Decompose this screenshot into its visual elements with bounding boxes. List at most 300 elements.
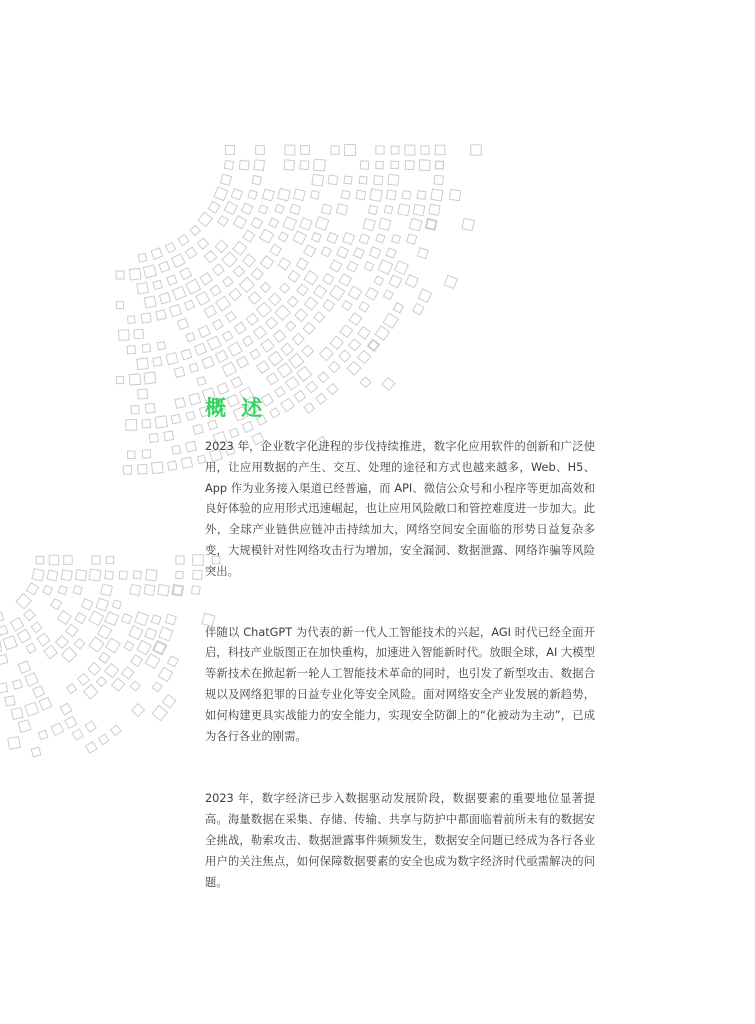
pattern-square [382,378,395,391]
pattern-square [193,570,202,579]
overview-section [205,393,595,893]
pattern-square [258,205,267,214]
pattern-square [65,716,77,728]
pattern-square [292,333,304,345]
pattern-square [314,285,327,298]
pattern-square [233,266,244,277]
pattern-square [251,268,263,280]
pattern-square [162,694,175,707]
pattern-square [434,175,443,184]
pattern-square [126,419,137,430]
pattern-square [402,191,411,200]
pattern-square [173,586,182,595]
pattern-square [286,321,296,331]
pattern-square [215,240,227,252]
pattern-square [348,286,361,299]
pattern-square [216,350,228,362]
pattern-square [145,403,155,413]
pattern-square [413,204,425,216]
pattern-square [347,261,358,272]
pattern-square [55,636,68,649]
pattern-square [285,376,299,390]
pattern-square [273,330,285,342]
pattern-square [375,326,389,340]
pattern-square [295,309,308,322]
pattern-square [198,212,212,226]
pattern-square [36,556,44,564]
pattern-square [303,323,315,335]
pattern-square [143,265,156,278]
pattern-square [175,398,186,409]
pattern-square [254,326,267,339]
pattern-square [164,431,174,441]
pattern-square [119,571,127,579]
pattern-square [58,586,67,595]
pattern-square [405,145,415,155]
pattern-square [436,161,444,169]
pattern-square [204,251,216,263]
pattern-square [275,305,290,320]
pattern-square [329,361,340,372]
pattern-square [336,204,348,216]
pattern-square [181,457,192,468]
pattern-square [418,289,431,302]
pattern-square [137,282,149,294]
pattern-square [358,327,370,339]
pattern-square [184,300,194,310]
pattern-square [233,216,246,229]
pattern-square [344,176,352,184]
pattern-square [349,339,361,351]
pattern-square [368,205,377,214]
pattern-square [153,357,162,366]
pattern-square [359,176,367,184]
pattern-square [198,325,210,337]
pattern-square [370,189,383,202]
pattern-square [234,322,246,334]
pattern-square [129,374,140,385]
pattern-square [171,414,180,423]
pattern-square [322,204,332,214]
pattern-square [384,290,394,300]
pattern-square [318,372,329,383]
pattern-square [289,353,304,368]
pattern-square [393,303,403,313]
pattern-square [285,145,295,155]
pattern-square [310,191,319,200]
pattern-square [155,416,167,428]
pattern-square [417,191,426,200]
pattern-square [330,336,343,349]
pattern-square [297,367,312,382]
pattern-square [166,614,177,625]
pattern-square [288,271,300,283]
pattern-square [89,611,104,626]
pattern-square [231,377,242,388]
pattern-square [269,218,278,227]
pattern-square [142,344,151,353]
pattern-square [312,174,324,186]
pattern-square [145,654,160,669]
pattern-square [268,351,282,365]
pattern-square [0,612,4,622]
pattern-square [341,190,350,199]
pattern-square [304,297,317,310]
pattern-square [224,202,237,215]
pattern-square [197,238,208,249]
pattern-square [186,441,197,452]
pattern-square [152,462,164,474]
pattern-square [327,233,338,244]
pattern-square [167,656,178,667]
pattern-square [243,254,256,267]
pattern-square [193,555,204,566]
pattern-square [260,282,270,292]
pattern-square [89,637,104,652]
pattern-square [359,302,369,312]
pattern-square [124,641,134,651]
pattern-square [386,190,396,200]
pattern-square [152,682,162,692]
pattern-square [151,615,161,625]
pattern-square [353,248,364,259]
pattern-square [152,705,167,720]
pattern-square [277,363,292,378]
pattern-square [73,586,82,595]
pattern-square [51,598,62,609]
pattern-square [222,362,236,376]
pattern-square [18,661,30,673]
pattern-square [251,217,262,228]
pattern-square [296,258,308,270]
pattern-square [26,643,36,653]
pattern-square [290,204,301,215]
pattern-square [180,268,192,280]
pattern-square [342,300,352,310]
pattern-square [288,296,299,307]
pattern-square [197,377,206,386]
pattern-square [107,556,114,563]
pattern-square [239,160,249,170]
pattern-square [210,285,221,296]
pattern-square [129,626,143,640]
pattern-square [262,189,274,201]
pattern-square [337,246,349,258]
pattern-square [86,742,97,753]
pattern-square [67,684,77,694]
pattern-square [331,146,339,154]
pattern-square [61,570,72,581]
pattern-square [202,356,214,368]
section-heading: 概 述 [205,396,267,420]
pattern-square [436,161,444,169]
pattern-square [156,310,166,320]
pattern-square [228,342,242,356]
pattern-square [389,275,402,288]
pattern-square [225,145,234,154]
pattern-square [43,585,53,595]
pattern-square [5,696,15,706]
pattern-square [190,225,200,235]
pattern-square [75,570,86,581]
pattern-square [364,262,373,271]
pattern-square [142,450,151,459]
paragraph-2: 伴随以 ChatGPT 为代表的新一代人工智能技术的兴起，AGI 时代已经全面开启，科技产业版图正在加快重构，加速进入智能新时代。放眼全球，AI 大模型等新技术在掀起新一轮人工智能技术革命的同时，也引发了新型攻击、数据合规以及网络犯罪的日益专业化等安全风险。面对网络安全产业发展的新趋势，如何构建更具实战能力的安全能力，实现安全防御上的“化被动为主动”，已成为各行各业的刚需。 [205,625,595,743]
pattern-square [471,145,481,155]
pattern-square [220,174,231,185]
pattern-square [186,279,201,294]
pattern-square [405,275,418,288]
pattern-square [172,286,186,300]
pattern-square [376,161,384,169]
pattern-square [112,600,121,609]
pattern-square [0,654,8,664]
pattern-square [426,220,436,230]
pattern-square [84,685,98,699]
paragraph-3: 2023 年，数字经济已步入数据驱动发展阶段，数据要素的重要地位显著提高。海量数据在采集、存储、传输、共享与防护中都面临着前所未有的数据安全挑战，勒索攻击、数据泄露事件频频发生，数据安全问题已经成为各行各业用户的关注焦点，如何保障数据要素的安全也成为数字经济时代亟需解决的问题。 [205,792,595,889]
pattern-square [24,609,35,620]
pattern-square [98,625,112,639]
pattern-square [278,258,290,270]
pattern-square [391,146,399,154]
pattern-square [301,146,310,155]
pattern-square [134,329,144,339]
pattern-square [0,683,8,693]
pattern-square [222,331,232,341]
pattern-square [195,343,207,355]
pattern-square [137,389,147,399]
pattern-square [144,296,156,308]
pattern-square [159,261,170,272]
pattern-square [178,234,189,245]
pattern-square [323,273,334,284]
pattern-square [363,218,375,230]
pattern-square [133,571,141,579]
pattern-square [172,445,181,454]
pattern-square [96,598,109,611]
pattern-square [137,640,151,654]
pattern-square [92,556,100,564]
pattern-square [444,275,457,288]
pattern-square [365,287,378,300]
pattern-square [111,725,121,735]
pattern-square [97,677,107,687]
pattern-square [99,734,109,744]
pattern-square [250,349,260,359]
pattern-square [256,146,265,155]
pattern-square [243,230,255,242]
pattern-square [421,146,429,154]
pattern-square [10,617,23,630]
pattern-square [60,703,71,714]
pattern-square [330,285,345,300]
pattern-square [233,241,247,255]
pattern-square [123,466,132,475]
pattern-square [11,707,23,719]
pattern-square [122,614,132,624]
pattern-square [196,292,210,306]
pattern-square [81,599,92,610]
pattern-square [138,253,147,262]
pattern-square [328,175,338,185]
pattern-square [142,419,151,428]
pattern-square [224,160,233,169]
pattern-square [256,302,271,317]
pattern-square [413,303,424,314]
pattern-square [419,160,430,171]
pattern-square [319,347,333,361]
pattern-square [186,333,195,342]
pattern-square [429,204,440,215]
pattern-square [31,747,41,757]
pattern-square [158,584,169,595]
pattern-square [192,586,201,595]
pattern-square [74,639,84,649]
pattern-square [281,343,293,355]
pattern-square [128,316,135,323]
pattern-square [47,570,58,581]
pattern-square [293,231,306,244]
pattern-square [116,271,124,279]
pattern-square [384,205,392,213]
pattern-square [260,256,273,269]
pattern-square [304,271,318,285]
pattern-square [75,613,86,624]
pattern-square [340,325,353,338]
pattern-square [144,372,156,384]
pattern-square [116,301,123,308]
pattern-square [112,678,125,691]
pattern-square [167,275,177,285]
pattern-square [49,555,59,565]
pattern-square [151,248,162,259]
pattern-square [169,305,181,317]
pattern-square [261,339,274,352]
pattern-square [283,217,297,231]
pattern-square [229,288,241,300]
pattern-square [278,188,291,201]
pattern-square [360,377,371,388]
pattern-square [368,340,378,350]
pattern-square [193,424,203,434]
pattern-square [157,342,165,350]
pattern-square [105,664,119,678]
pattern-square [130,681,140,691]
pattern-square [252,175,261,184]
pattern-square [223,276,233,286]
pattern-square [383,313,398,328]
pattern-square [57,611,71,625]
pattern-square [248,190,257,199]
pattern-square [106,638,121,653]
pattern-square [214,187,228,201]
pattern-square [101,584,113,596]
pattern-square [248,292,261,305]
pattern-square [359,234,369,244]
pattern-square [141,313,151,323]
pattern-square [345,145,356,156]
pattern-square [0,625,8,635]
pattern-square [347,361,361,375]
pattern-square [39,697,52,710]
pattern-square [17,629,31,643]
pattern-square [168,461,177,470]
pattern-square [18,720,30,732]
pattern-square [122,667,134,679]
pattern-square [174,367,184,377]
pattern-square [302,345,314,357]
pattern-square [105,612,119,626]
pattern-square [105,571,113,579]
pattern-square [260,229,274,243]
pattern-square [189,393,201,405]
pattern-square [269,293,281,305]
pattern-square [78,673,90,685]
pattern-square [386,248,396,258]
pattern-square [374,276,384,286]
pattern-square [231,189,242,200]
pattern-square [38,730,47,739]
pattern-square [130,585,141,596]
pattern-square [127,346,135,354]
pattern-square [267,373,279,385]
pattern-square [300,161,309,170]
pattern-square [246,313,258,325]
pattern-square [131,655,143,667]
pattern-square [398,204,410,216]
pattern-square [27,583,39,595]
pattern-square [32,569,44,581]
pattern-square [165,243,175,253]
pattern-square [146,569,157,580]
pattern-square [431,189,443,201]
pattern-square [314,159,326,171]
pattern-square [132,704,145,717]
pattern-square [138,464,148,474]
pattern-square [31,622,42,633]
pattern-square [212,264,224,276]
pattern-square [0,640,2,653]
pattern-square [237,356,249,368]
pattern-square [135,612,149,626]
pattern-square [369,247,380,258]
pattern-square [44,645,57,658]
pattern-square [405,161,414,170]
pattern-square [3,636,17,650]
pattern-square [16,593,31,608]
pattern-square [218,216,229,227]
pattern-square [294,189,306,201]
pattern-square [8,737,21,750]
pattern-square [376,146,384,154]
pattern-square [407,234,417,244]
pattern-square [145,628,157,640]
pattern-square [64,556,73,565]
pattern-square [149,433,158,442]
pattern-square [153,280,162,289]
pattern-square [176,556,184,564]
pattern-square [343,233,355,245]
pattern-square [222,252,237,267]
pattern-square [216,296,231,311]
pattern-square [349,313,361,325]
pattern-square [99,652,110,663]
pattern-square [137,358,149,370]
pattern-square [339,350,351,362]
pattern-square [89,569,101,581]
pattern-square [323,299,335,311]
pattern-square [304,245,316,257]
